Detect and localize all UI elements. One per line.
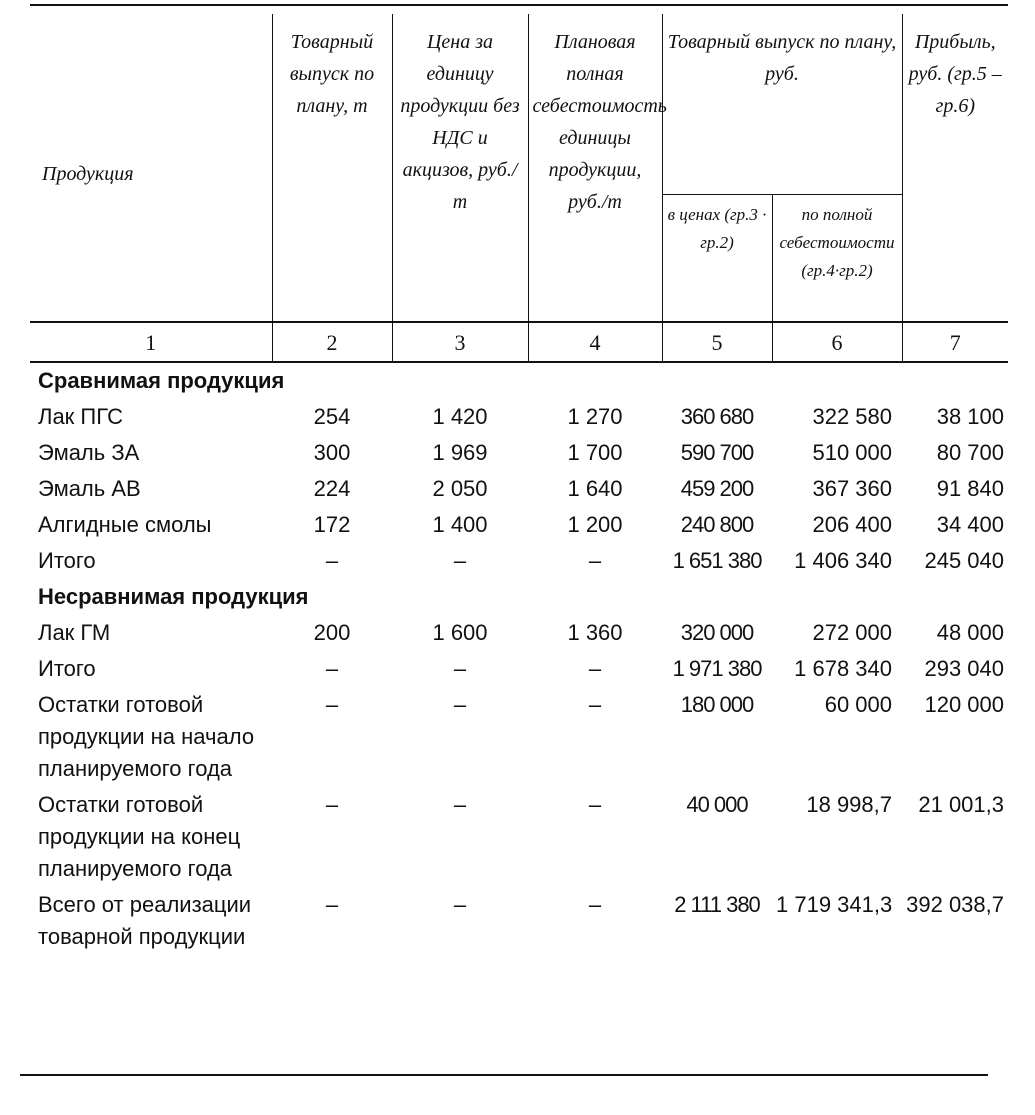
section-label: Несравнимая продукция xyxy=(38,584,309,609)
row-label: Лак ПГС xyxy=(38,404,124,429)
column-number: 3 xyxy=(392,322,528,362)
cell-profit: 245 040 xyxy=(924,548,1004,573)
cell-output-prices: 459 200 xyxy=(680,476,754,501)
table-body xyxy=(30,362,1008,957)
cell-output-tonnes: – xyxy=(325,792,339,817)
cell-output-prices: 320 000 xyxy=(680,620,754,645)
cell-unit-cost: 1 200 xyxy=(567,512,623,537)
section-row xyxy=(30,362,1008,399)
cell-output-cost: 1 406 340 xyxy=(794,548,892,573)
bottom-rule xyxy=(20,1074,988,1076)
table-row xyxy=(30,399,1008,435)
row-label: Лак ГМ xyxy=(38,620,111,645)
cell-output-prices: 360 680 xyxy=(680,404,754,429)
column-number: 6 xyxy=(772,322,902,362)
cell-unit-cost: 1 360 xyxy=(567,620,623,645)
cell-output-prices: 180 000 xyxy=(680,692,754,717)
cell-output-cost: 367 360 xyxy=(812,476,892,501)
table-row xyxy=(30,471,1008,507)
column-number: 7 xyxy=(902,322,1008,362)
header-unit-price: Цена за единицу продукции без НДС и акцизов, руб./т xyxy=(392,14,528,322)
cell-output-prices: 240 800 xyxy=(680,512,754,537)
cell-output-tonnes: – xyxy=(325,656,339,681)
cell-unit-cost: – xyxy=(588,892,602,917)
cell-output-cost: 510 000 xyxy=(812,440,892,465)
cell-unit-price: 1 420 xyxy=(432,404,488,429)
cell-unit-cost: – xyxy=(588,548,602,573)
cell-unit-cost: 1 270 xyxy=(567,404,623,429)
cell-output-tonnes: 200 xyxy=(313,620,351,645)
cell-unit-price: – xyxy=(453,548,467,573)
cell-output-tonnes: 254 xyxy=(313,404,351,429)
row-label: Итого xyxy=(38,656,96,681)
table-row xyxy=(30,787,1008,887)
cell-output-tonnes: 224 xyxy=(313,476,351,501)
cell-output-cost: 272 000 xyxy=(812,620,892,645)
table-row xyxy=(30,887,1008,957)
table-row xyxy=(30,543,1008,579)
cell-unit-cost: 1 640 xyxy=(567,476,623,501)
table-row xyxy=(30,435,1008,471)
column-number: 4 xyxy=(528,322,662,362)
section-row xyxy=(30,579,1008,615)
cell-profit: 293 040 xyxy=(924,656,1004,681)
cell-output-cost: 18 998,7 xyxy=(806,792,892,817)
cell-profit: 91 840 xyxy=(936,476,1004,501)
table-row xyxy=(30,507,1008,543)
cell-unit-price: 2 050 xyxy=(432,476,488,501)
cell-unit-price: – xyxy=(453,656,467,681)
row-label: Эмаль АВ xyxy=(38,476,141,501)
cell-unit-cost: – xyxy=(588,792,602,817)
cell-output-prices: 2 111 380 xyxy=(674,892,760,917)
cell-output-tonnes: – xyxy=(325,548,339,573)
column-number: 5 xyxy=(662,322,772,362)
column-number-row xyxy=(30,322,1008,362)
cell-unit-price: – xyxy=(453,692,467,717)
cell-output-prices: 1 651 380 xyxy=(672,548,762,573)
cell-profit: 392 038,7 xyxy=(906,892,1004,917)
row-label: Алгидные смолы xyxy=(38,512,212,537)
header-output-rub: Товарный выпуск по плану, руб. xyxy=(662,14,902,195)
column-number: 2 xyxy=(272,322,392,362)
cell-profit: 120 000 xyxy=(924,692,1004,717)
cell-output-cost: 1 719 341,3 xyxy=(776,892,893,917)
cell-profit: 38 100 xyxy=(936,404,1004,429)
row-label: Итого xyxy=(38,548,96,573)
cell-output-tonnes: 172 xyxy=(313,512,351,537)
header-in-prices: в ценах (гр.3 · гр.2) xyxy=(662,195,772,323)
cell-output-tonnes: – xyxy=(325,692,339,717)
cell-unit-price: 1 969 xyxy=(432,440,488,465)
row-label: Эмаль ЗА xyxy=(38,440,140,465)
header-product: Продукция xyxy=(42,162,134,185)
cell-unit-price: – xyxy=(453,892,467,917)
column-number: 1 xyxy=(30,322,272,362)
cell-profit: 34 400 xyxy=(936,512,1004,537)
cell-output-tonnes: 300 xyxy=(313,440,351,465)
cell-unit-cost: – xyxy=(588,692,602,717)
cell-output-cost: 206 400 xyxy=(812,512,892,537)
header-output-tonnes: Товарный выпуск по плану, т xyxy=(272,14,392,322)
cell-unit-price: 1 400 xyxy=(432,512,488,537)
cell-output-prices: 590 700 xyxy=(680,440,754,465)
cell-unit-price: – xyxy=(453,792,467,817)
table-row xyxy=(30,651,1008,687)
cell-unit-cost: – xyxy=(588,656,602,681)
cell-output-prices: 40 000 xyxy=(686,792,748,817)
top-rule xyxy=(30,4,1008,6)
table-row xyxy=(30,687,1008,787)
cell-output-prices: 1 971 380 xyxy=(672,656,762,681)
header-profit: Прибыль, руб. (гр.5 – гр.6) xyxy=(902,14,1008,322)
cell-profit: 21 001,3 xyxy=(918,792,1004,817)
cell-profit: 48 000 xyxy=(936,620,1004,645)
cell-output-cost: 60 000 xyxy=(824,692,892,717)
row-label: Остатки готовой продукции на начало планируемого года xyxy=(38,692,255,781)
cell-unit-price: 1 600 xyxy=(432,620,488,645)
header-at-full-cost: по полной себестоимости (гр.4·гр.2) xyxy=(772,195,902,323)
row-label: Остатки готовой продукции на конец планируемого года xyxy=(38,792,241,881)
cell-output-cost: 322 580 xyxy=(812,404,892,429)
cell-output-cost: 1 678 340 xyxy=(794,656,892,681)
production-table xyxy=(30,14,1008,957)
header-unit-cost: Плановая полная себестоимость единицы продукции, руб./т xyxy=(528,14,662,322)
table-row xyxy=(30,615,1008,651)
section-label: Сравнимая продукция xyxy=(38,368,285,393)
cell-profit: 80 700 xyxy=(936,440,1004,465)
cell-unit-cost: 1 700 xyxy=(567,440,623,465)
row-label: Всего от реализации товарной продукции xyxy=(38,892,252,949)
cell-output-tonnes: – xyxy=(325,892,339,917)
